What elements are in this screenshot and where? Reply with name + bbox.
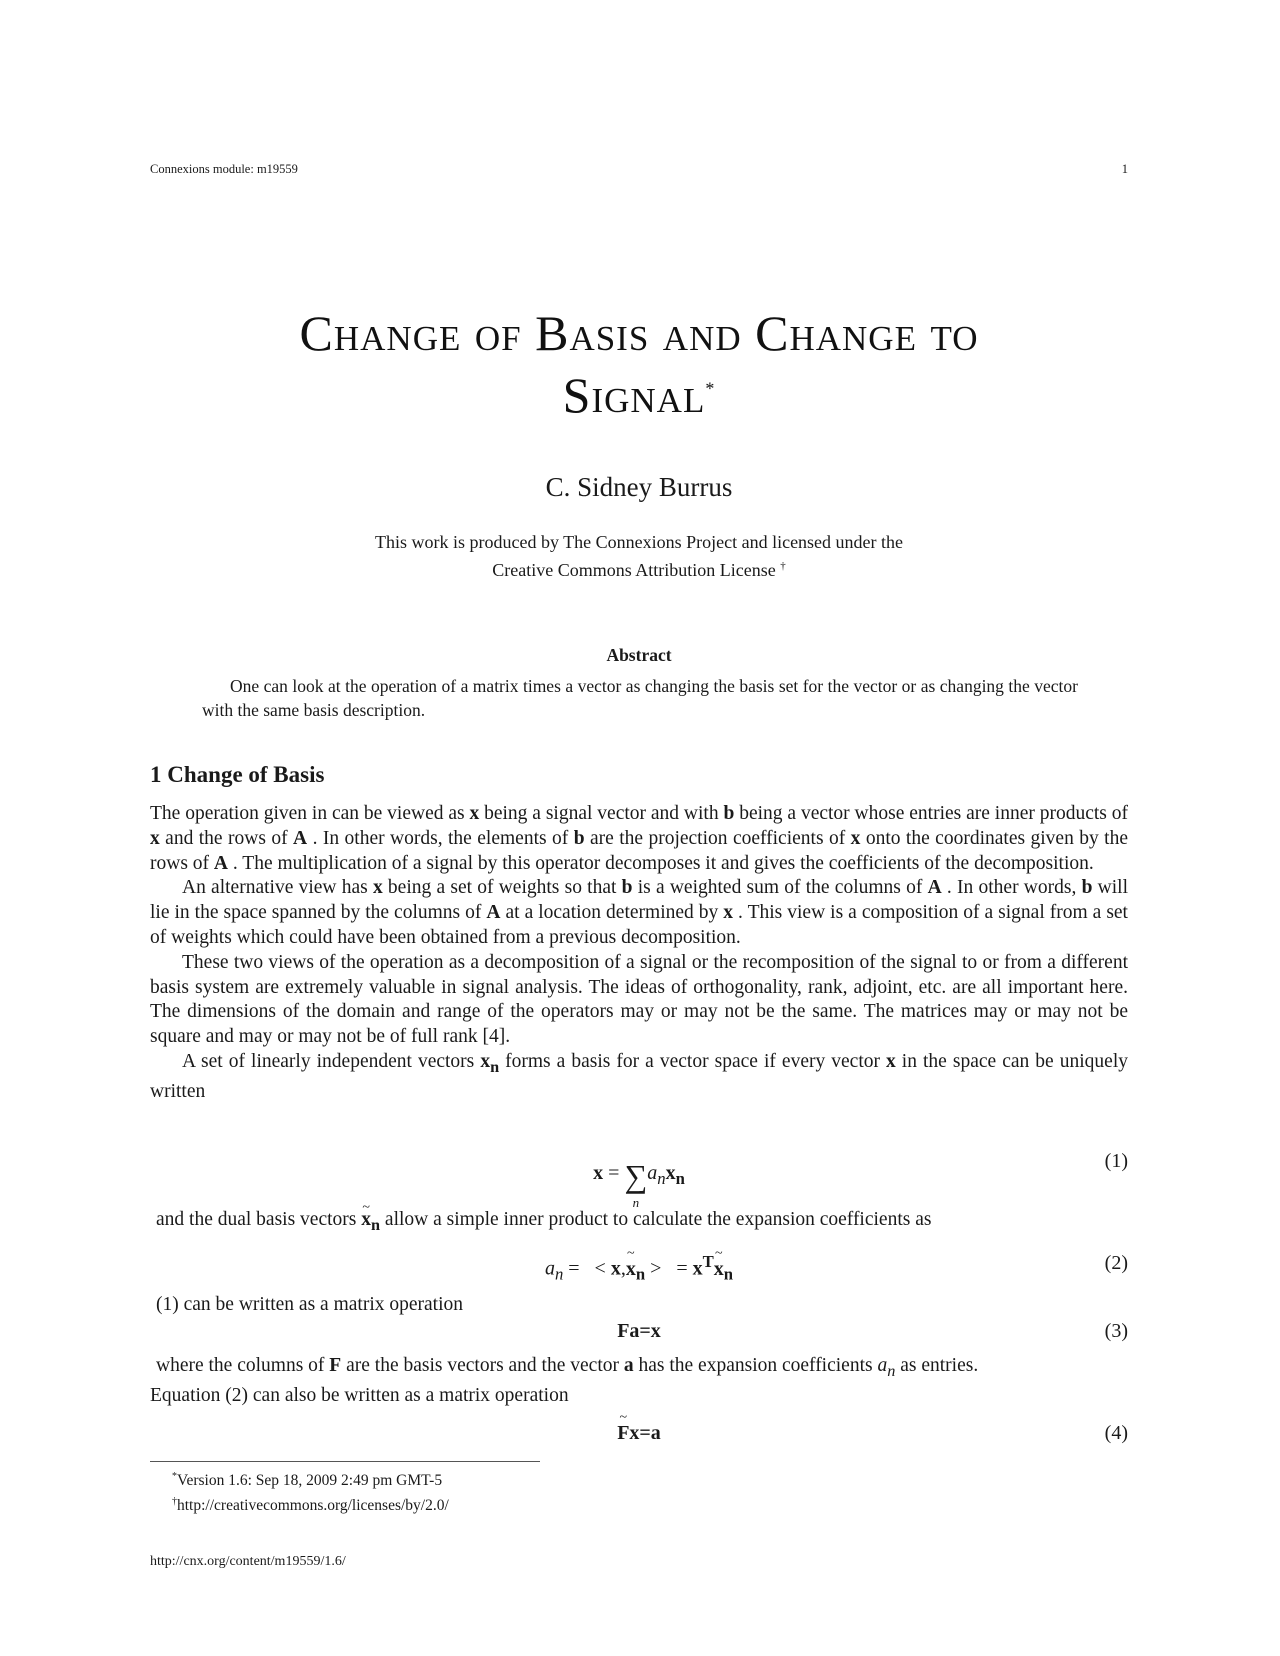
title-footnote-mark[interactable]: * (705, 378, 716, 399)
page-footer-url[interactable]: http://cnx.org/content/m19559/1.6/ (150, 1554, 346, 1569)
page-number: 1 (1121, 162, 1128, 176)
abstract-body (202, 674, 1078, 722)
abstract-text: One can look at the operation of a matrix times a vector as changing the basis set for the vector or as changing the vector with the same basis description. (202, 676, 1078, 720)
equation-number-3: (3) (1104, 1320, 1128, 1342)
paragraph-3: These two views of the operation as a decomposition of a signal or the recomposition of the signal to or from a different basis system are extremely valuable in signal analysis. The ideas of orthogonality, rank, adjoint, etc. are all important here. The dimensions of the domain and range of the operators may or may not be the same. The matrices may or may not be square and may or may not be of full rank [4]. (150, 951, 1128, 1048)
license-footnote-mark[interactable]: † (780, 560, 786, 572)
equation-3: Fa=x (3) (617, 1320, 1128, 1342)
text-after-eq3: where the columns of F are the basis vectors and the vector a has the expansion coefficients $a_n$ as entries. Equation (2) can also be written as a matrix operation (150, 1355, 979, 1406)
footnote-rule (150, 1461, 540, 1462)
equation-number-1: (1) (1104, 1150, 1128, 1172)
abstract-heading: Abstract (606, 645, 672, 665)
title-line-1: Change of Basis and Change to (299, 305, 979, 361)
equation-2: $a_n$ = < x,~ $x_n$ > = $x^T\sim$ $x_n$ (2) (150, 1252, 1128, 1282)
equation-4: ~ Fx=a (4) (150, 1422, 1128, 1452)
document-title (150, 302, 1128, 426)
text-after-eq2: (1) can be written as a matrix operation (156, 1294, 464, 1315)
license-line-1: This work is produced by The Connexions Project and licensed under the (374, 532, 904, 552)
paragraph-1: The operation given in can be viewed as x being a signal vector and with b being a vector whose entries are inner products of x and the rows of A . In other words, the elements of b are the projection coefficients of x onto the coordinates given by the rows of A . The multiplication of a signal by this operator decomposes it and gives the coefficients of the decomposition. (150, 803, 1129, 874)
footnote-version: *Version 1.6: Sep 18, 2009 2:49 pm GMT-5 (172, 1471, 443, 1490)
footnotes (172, 1466, 449, 1516)
footnote-license-link[interactable]: †http://creativecommons.org/licenses/by/2.0/ (172, 1496, 449, 1515)
paragraph-2: An alternative view has x being a set of weights so that b is a weighted sum of the columns of A . In other words, b will lie in the space spanned by the columns of A at a location determined by x . This view is a composition of a signal from a set of weights which could have been obtained from a previous decomposition. (150, 877, 1128, 948)
text-after-eq1: and the dual basis vectors ~ $x_n$ allow a simple inner product to calculate the expansion coefficients as (156, 1208, 1134, 1238)
license-statement (150, 530, 1128, 582)
author-name: C. Sidney Burrus (545, 472, 733, 502)
module-label: Connexions module: m19559 (150, 162, 298, 176)
equation-number-2: (2) (1104, 1252, 1128, 1274)
section-body (150, 802, 1128, 1104)
section-heading: 1 Change of Basis (150, 762, 325, 787)
equation-1: x = ∑ n $a_nx_n$ (1) (593, 1150, 1128, 1210)
license-line-2: Creative Commons Attribution License † (492, 560, 786, 580)
title-line-2: Signal* (562, 367, 716, 423)
summation-symbol: ∑ n (624, 1158, 648, 1210)
running-header (150, 162, 1128, 182)
equation-number-4: (4) (1104, 1422, 1128, 1444)
paragraph-4: A set of linearly independent vectors $x_n$ forms a basis for a vector space if every vector x in the space can be uniquely written (150, 1050, 1128, 1102)
